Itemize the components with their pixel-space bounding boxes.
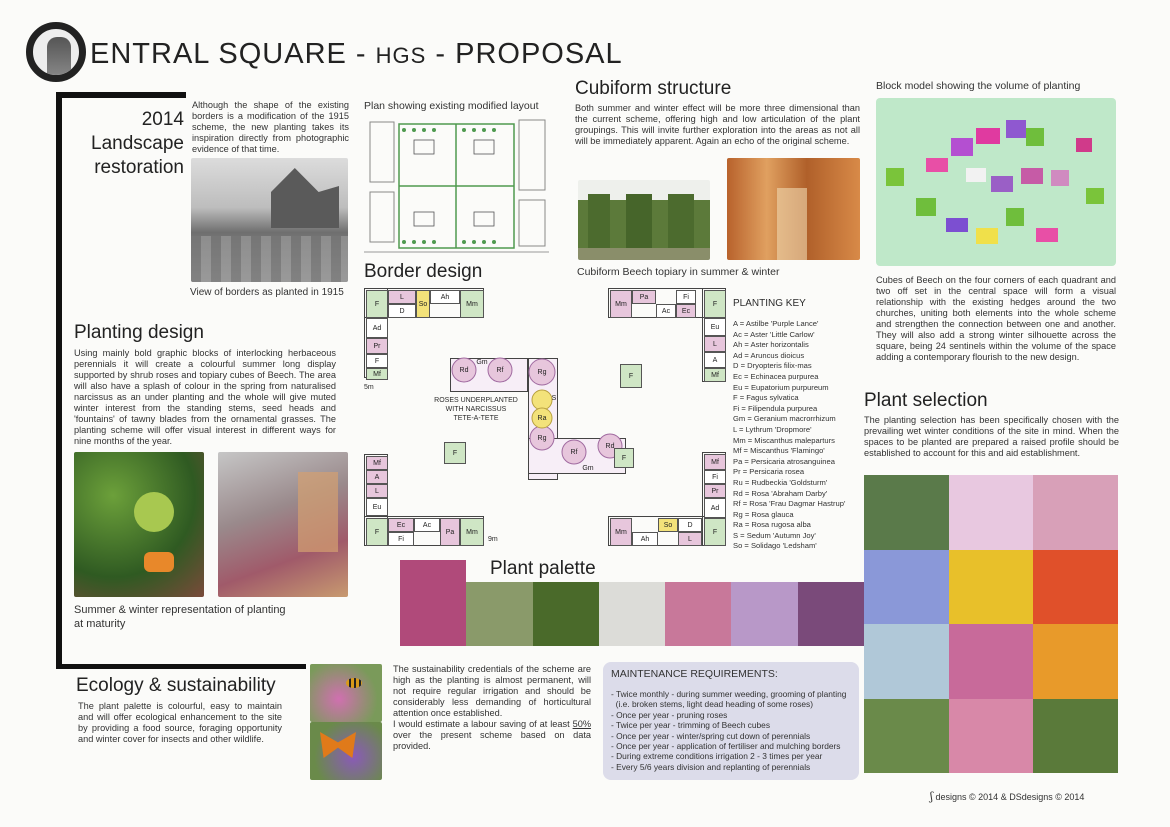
svg-text:Rg: Rg <box>537 435 547 442</box>
selection-photo <box>949 624 1034 699</box>
planting-design-heading: Planting design <box>74 322 204 343</box>
section-bracket-top <box>56 92 186 98</box>
photo-butterfly <box>310 722 382 780</box>
svg-text:Rf: Rf <box>570 449 578 456</box>
planting-key-item: Ra = Rosa rugosa alba <box>733 520 811 530</box>
plant-selection-grid <box>864 475 1118 773</box>
palette-photo <box>466 582 532 646</box>
portrait-icon <box>47 37 71 77</box>
landscape-heading: 2014 Landscape restoration <box>91 109 184 178</box>
selection-photo <box>949 475 1034 550</box>
svg-text:Rd: Rd <box>605 443 615 450</box>
planting-design-text: Using mainly bold graphic blocks of interlocking herbaceous perennials it will create a colourful summer long display supported by shrub roses and topiary cubes of Beech. The area will also have a splash of colour in the spring from naturalised narcissus as an under planting and the whole will give muted winter interest from the standing stems, seed heads and 'fountains' of tawny blades from the ornamental grasses. The planting scheme will offer visual interest in different ways for nine months of the year. <box>74 348 336 446</box>
block-model-text: Cubes of Beech on the four corners of each quadrant and two off set in the central space will form a visual relationship with the existing hedges around the two churches, uniting both elements into the whole scheme and strengthen the connection between one and another. They will also add a strong winter silhouette across the square, being 24 sentinels within the volume of the space adding a contemporary flourish to the new design. <box>876 275 1116 362</box>
cubiform-text: Both summer and winter effect will be more three dimensional than the current scheme, offering high and low articulation of the plant groupings. This will invite further exploration into the areas as not all will be immediately apparent. Again an echo of the original scheme. <box>575 103 860 146</box>
planting-key-item: Ad = Aruncus dioicus <box>733 350 805 360</box>
plant-selection-heading: Plant selection <box>864 390 988 411</box>
palette-photo <box>798 582 864 646</box>
maintenance-item: - Every 5/6 years division and replanting of perennials <box>611 761 811 772</box>
planting-key-item: Eu = Eupatorium purpureum <box>733 382 829 392</box>
roses-note: ROSES UNDERPLANTED WITH NARCISSUS TETE-A-TETE <box>434 397 518 422</box>
planting-key-item: A = Astilbe 'Purple Lance' <box>733 319 819 328</box>
planting-key <box>733 298 863 552</box>
photo-1915-caption: View of borders as planted in 1915 <box>190 287 344 298</box>
planting-key-item: Ah = Aster horizontalis <box>733 340 809 350</box>
site-plan-drawing <box>364 112 549 258</box>
planting-key-title: PLANTING KEY <box>733 298 806 309</box>
palette-photo <box>731 582 797 646</box>
planting-key-item: Ac = Aster 'Little Carlow' <box>733 329 815 339</box>
selection-photo <box>864 624 949 699</box>
border-design-heading: Border design <box>364 261 483 282</box>
planting-key-item: Gm = Geranium macrorrhizum <box>733 414 836 424</box>
maintenance-item: - During extreme conditions irrigation 2 - 3 times per year <box>611 751 823 762</box>
bee-icon <box>346 678 362 688</box>
plant-palette-heading: Plant palette <box>490 558 596 579</box>
selection-photo <box>864 475 949 550</box>
maintenance-item: - Twice per year - trimming of Beech cubes <box>611 720 771 731</box>
selection-photo <box>1033 699 1118 774</box>
selection-photo <box>949 699 1034 774</box>
photo-winter-planting <box>218 452 348 597</box>
scale-9m: 9m <box>488 536 498 543</box>
page-title: ENTRAL SQUARE - HGS - PROPOSAL <box>90 38 623 70</box>
palette-photo <box>599 582 665 646</box>
planting-key-item: Ec = Echinacea purpurea <box>733 371 819 381</box>
designer-logo-icon: ʃ <box>930 790 933 803</box>
maintenance-title: MAINTENANCE REQUIREMENTS: <box>611 668 778 680</box>
planting-key-item: L = Lythrum 'Dropmore' <box>733 424 812 434</box>
planting-key-item: Mm = Miscanthus maleparturs <box>733 435 835 445</box>
photo-1915-borders <box>191 158 348 282</box>
svg-text:S: S <box>551 395 557 402</box>
border-plan: F L D So Ah Mm Ad Pr F Mf 5m Mm Pa Ac Fi Ec F Eu L A Mf F F Rd Gm Rf Rg S Ra Rg Rf Rd Gm ROSES UNDERPLANTED WITH NARCISSUS TETE-A-TETE Mf A L Eu F Ec Fi Ac Pa Mm 9m Mf Fi Pr Ad F Mm Ah So D L F <box>364 288 734 548</box>
planting-key-item: Pa = Persicaria atrosanguinea <box>733 456 835 466</box>
sustainability-text: The sustainability credentials of the scheme are high as the planting is almost permanent, will not require regular irrigation and should be considerably less demanding of horticultural attention once established. I would estimate a labour saving of at least 50% over the present scheme based on data provided. <box>393 664 591 751</box>
scale-5m: 5m <box>364 384 374 391</box>
planting-key-item: Mf = Miscanthus 'Flamingo' <box>733 446 825 456</box>
section-bracket-bottom <box>56 664 306 669</box>
maintenance-item: - Once per year - application of fertiliser and mulching borders <box>611 741 841 752</box>
cubiform-heading: Cubiform structure <box>575 78 732 99</box>
photo-bee <box>310 664 382 722</box>
maintenance-item: - Once per year - winter/spring cut down of perennials <box>611 730 811 741</box>
selection-photo <box>949 550 1034 625</box>
planting-design-caption: Summer & winter representation of planting at maturity <box>74 604 286 630</box>
selection-photo <box>864 699 949 774</box>
selection-photo <box>864 550 949 625</box>
plant-selection-text: The planting selection has been specifically chosen with the prevailing wet winter conditions of the site in mind. When the spaces to be planted are prepared a raised profile should be established to account for this and aid establishment. <box>864 415 1119 458</box>
planting-key-item: Pr = Persicaria rosea <box>733 467 805 477</box>
planting-key-item: Fi = Filipendula purpurea <box>733 403 818 413</box>
maintenance-list <box>611 689 851 772</box>
planting-key-item: F = Fagus sylvatica <box>733 393 799 403</box>
palette-photo <box>665 582 731 646</box>
selection-photo <box>1033 624 1118 699</box>
ecology-text: The plant palette is colourful, easy to maintain and will offer ecological enhancement to the site by providing a food source, foraging opportunity and winter cover for insects and other wildlife. <box>78 701 282 744</box>
cubiform-caption: Cubiform Beech topiary in summer & winter <box>577 266 780 278</box>
svg-text:Rf: Rf <box>496 367 504 374</box>
maintenance-box <box>603 662 859 780</box>
svg-text:Rg: Rg <box>537 369 547 376</box>
svg-text:Rd: Rd <box>459 367 469 374</box>
block-model-heading: Block model showing the volume of planting <box>876 80 1081 92</box>
planting-key-item: Rf = Rosa 'Frau Dagmar Hastrup' <box>733 499 846 509</box>
planting-key-item: Rg = Rosa glauca <box>733 509 794 519</box>
butterfly-icon <box>320 732 356 758</box>
plant-palette-strip <box>400 560 864 646</box>
section-bracket <box>56 92 62 668</box>
maintenance-item: (i.e. broken stems, light dead heading of some roses) <box>611 699 814 710</box>
photo-summer-planting <box>74 452 204 597</box>
svg-text:Ra: Ra <box>537 415 547 422</box>
landscape-text: Although the shape of the existing borders is a modification of the 1915 scheme, the new planting takes its inspiration directly from photographic evidence of that time. <box>192 100 349 154</box>
maintenance-item: - Once per year - pruning roses <box>611 709 728 720</box>
block-model-render <box>876 98 1116 266</box>
selection-photo <box>1033 475 1118 550</box>
planting-key-item: So = Solidago 'Ledsham' <box>733 541 817 551</box>
planting-key-item: S = Sedum 'Autumn Joy' <box>733 530 816 540</box>
selection-photo <box>1033 550 1118 625</box>
planting-key-item: Rd = Rosa 'Abraham Darby' <box>733 488 828 498</box>
palette-photo <box>400 560 466 646</box>
plan-heading: Plan showing existing modified layout <box>364 100 539 112</box>
svg-text:Gm: Gm <box>476 359 488 366</box>
planting-key-item: Ru = Rudbeckia 'Goldsturm' <box>733 477 828 487</box>
planting-key-item: D = Dryopteris filix-mas <box>733 361 812 371</box>
photo-beech-summer <box>578 180 710 260</box>
svg-text:Gm: Gm <box>582 465 594 472</box>
footer-credit: ʃ designs © 2014 & DSdesigns © 2014 <box>930 790 1085 803</box>
palette-photo <box>533 582 599 646</box>
planting-key-list <box>733 319 863 552</box>
ecology-heading: Ecology & sustainability <box>76 675 276 696</box>
maintenance-item: - Twice monthly - during summer weeding, grooming of planting <box>611 689 847 699</box>
photo-beech-winter <box>727 158 860 260</box>
logo-badge <box>26 22 86 82</box>
